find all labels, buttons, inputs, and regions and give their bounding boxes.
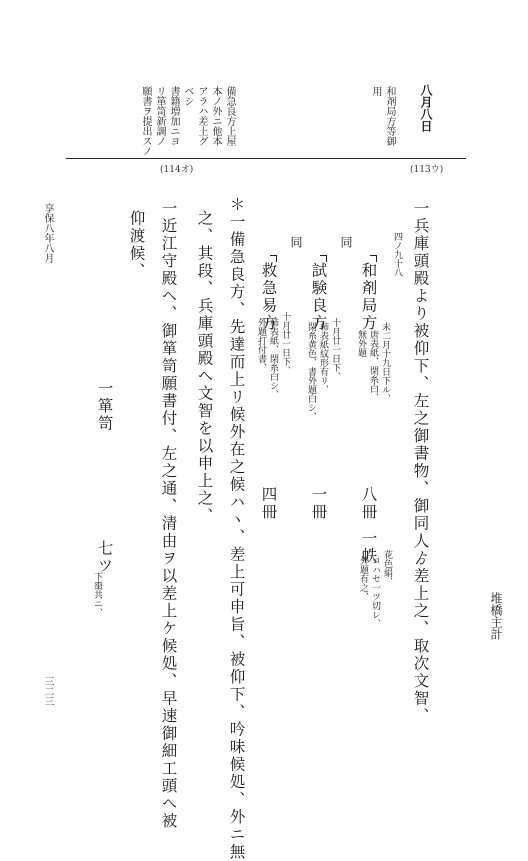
item-count: 一冊	[309, 486, 328, 521]
folio-left: (114オ)	[160, 165, 194, 175]
item-title: 和剤局方	[359, 262, 378, 332]
page-number: 三二三	[42, 676, 53, 706]
upper-note: リ箪笥新調ノ	[154, 86, 165, 146]
item-note: 柿表紙、閉糸白シ、	[268, 318, 278, 399]
item-note: 外題有之、	[358, 556, 368, 601]
upper-note: 書籍増加ニヨ	[168, 86, 179, 146]
item-note: 唐表紙、閉糸白、	[368, 330, 378, 402]
item-note: 花色絹、	[382, 550, 392, 586]
bracket-mark	[320, 255, 327, 262]
upper-note: 本ノ外ニ他本	[210, 86, 221, 146]
item-note: 無外題	[356, 330, 366, 357]
item-note: 下棗共ニ、	[92, 572, 102, 617]
upper-note: 用	[370, 86, 381, 96]
ditto-mark: 同	[339, 236, 353, 248]
upper-note: 備急良方上屋	[224, 86, 235, 146]
item-note: 未二月十九日下ル、	[380, 322, 390, 403]
bracket-mark	[370, 255, 377, 262]
side-label: 享保八年八月	[42, 203, 53, 263]
ditto-mark: 同	[289, 236, 303, 248]
ref-number: 四ノ九十八	[392, 232, 402, 277]
item-wrap: 一帙	[359, 530, 378, 565]
item-note: 外題打付書、	[256, 318, 266, 372]
item-note: 柿表紙紋形有リ、	[318, 322, 328, 394]
item-title: 救急易方	[259, 262, 278, 332]
main-line-2: ＊一備急良方、先達而上リ候外在之候ハヽ、差上可申旨、被仰下、吟味候処、外ニ無	[227, 196, 246, 861]
item-note: 十月廿一日下、	[330, 318, 340, 381]
date-heading: 八月八日	[419, 84, 433, 132]
folio-right: (113ウ)	[410, 165, 444, 175]
upper-note: 願書ヲ提出スノ	[140, 86, 151, 156]
item-note: 閉糸黄色、書外題白シ、	[306, 322, 316, 421]
item-title: 一箪笥	[95, 380, 114, 433]
bracket-mark	[270, 255, 277, 262]
item-count: 四冊	[259, 486, 278, 521]
upper-note: アラハ差上グ	[196, 86, 207, 146]
running-head: 堆橋主計	[489, 592, 503, 640]
main-line-3: 之、其段、兵庫頭殿へ文智を以申上之、	[195, 210, 214, 525]
item-note: コハセ一ツ切レ、	[370, 556, 380, 628]
item-title: 試験良方	[309, 262, 328, 332]
main-line-5: 仰渡候、	[127, 210, 146, 280]
item-count: 七ツ	[95, 540, 114, 575]
item-count: 八冊	[359, 486, 378, 521]
upper-note: 和剤局方等御	[384, 86, 395, 146]
upper-note: ベシ	[182, 86, 193, 106]
item-note: 十月廿一日下、	[280, 312, 290, 375]
main-line-4: 一近江守殿へ、御箪笥願書付、左之通、清由ヲ以差上ケ候処、早速御細工頭へ被	[159, 200, 178, 830]
header-rule	[66, 158, 466, 159]
main-line-1: 一兵庫頭殿より被仰下、左之御書物、御同人ゟ差上之、取次文智、	[411, 200, 430, 725]
